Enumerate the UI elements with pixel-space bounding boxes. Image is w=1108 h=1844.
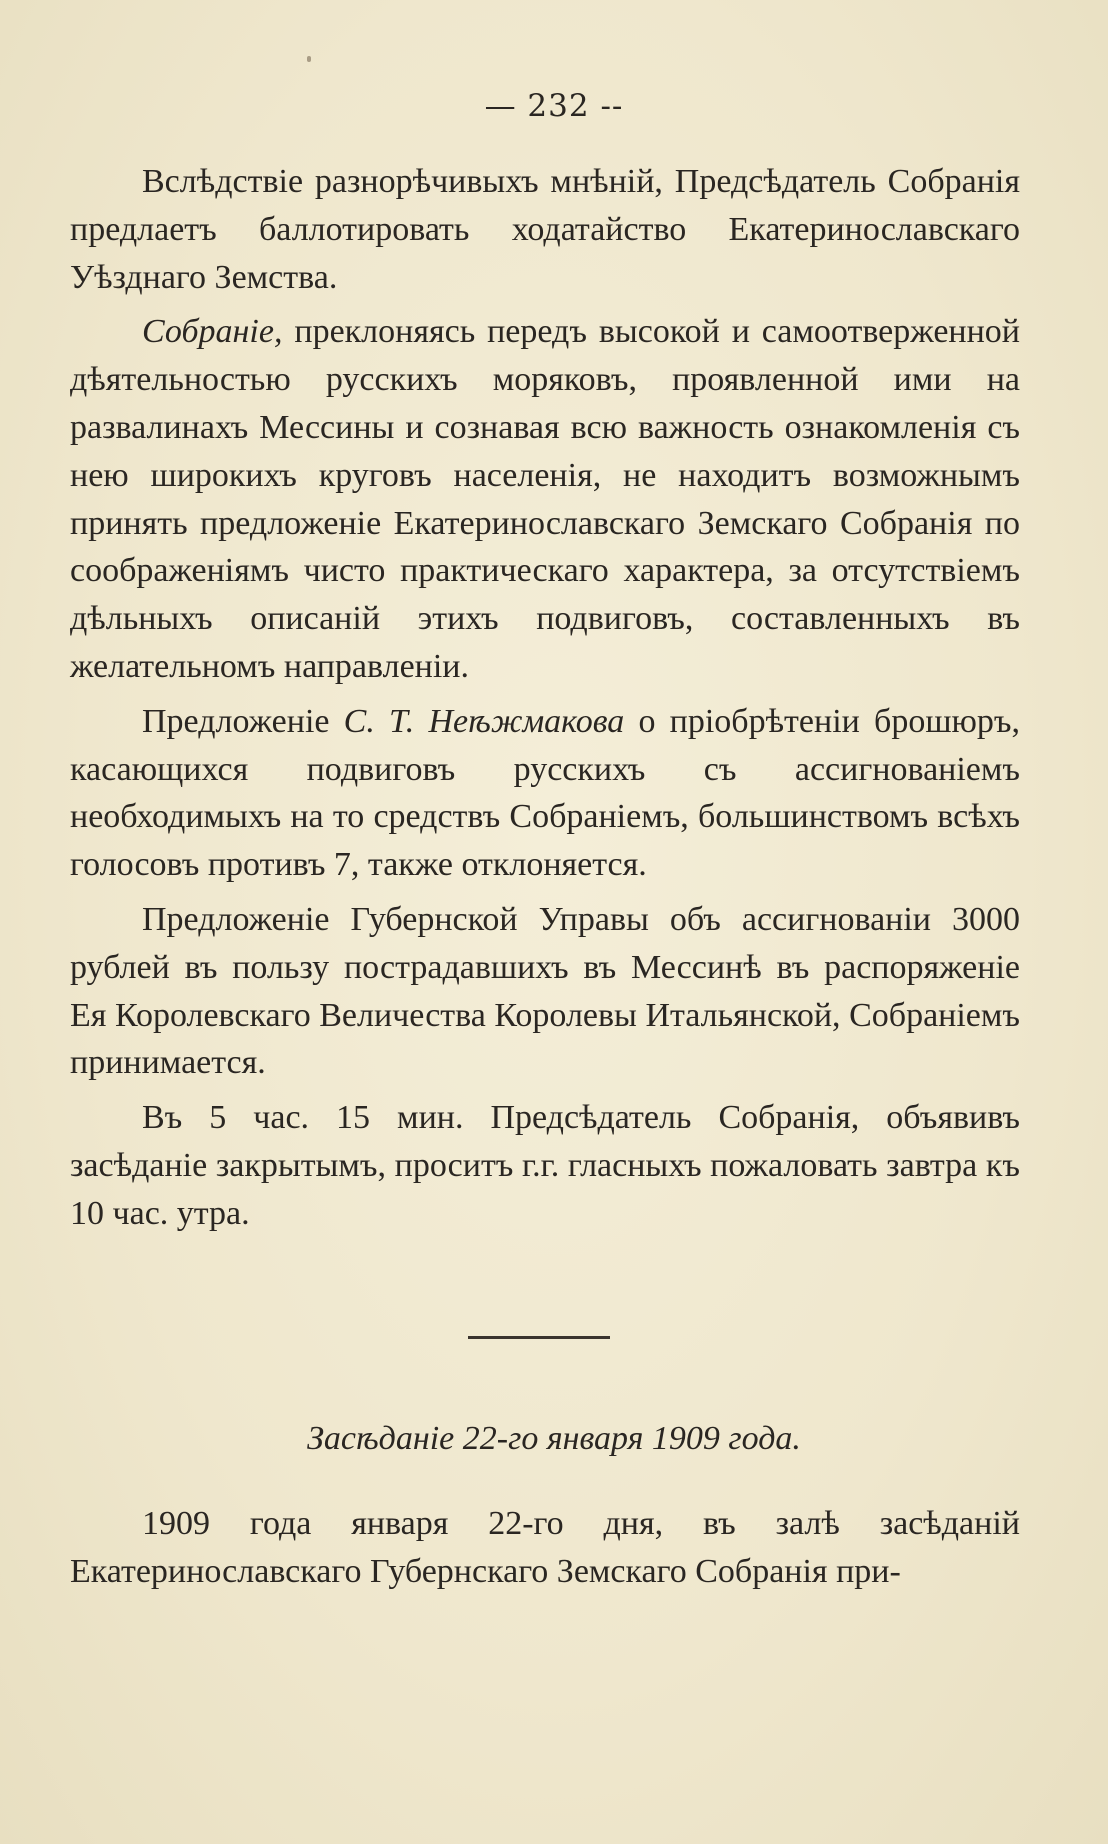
- brochure-text-before: Предложеніе: [142, 702, 344, 740]
- session-opening-paragraph: 1909 года января 22-го дня, въ залѣ засѣданій Екатеринославскаго Губернскаго Земскаго Собранія при-: [70, 1505, 1020, 1590]
- page-number: — 232 --: [484, 88, 624, 124]
- section-divider: [468, 1336, 610, 1339]
- paper-speck: [307, 56, 311, 62]
- paragraph-assembly-decision: [70, 308, 1020, 690]
- body-text: [70, 158, 1020, 1245]
- paragraph-closing: Въ 5 час. 15 мин. Предсѣдатель Собранія, объявивъ засѣданіе закрытымъ, проситъ г.г. гласныхъ пожаловать завтра къ 10 час. утра.: [70, 1099, 1020, 1232]
- brochure-text-after: о пріобрѣтеніи брошюръ, касающихся подвиговъ русскихъ съ ассигнованіемъ необходимыхъ на то средствъ Собраніемъ, большинствомъ всѣхъ голосовъ противъ 7, также отклоняется.: [70, 702, 1020, 884]
- paragraph-vote-proposal: Вслѣдствіе разнорѣчивыхъ мнѣній, Предсѣдатель Собранія предлаетъ баллотировать ходатайство Екатеринославскаго Уѣзднаго Земства.: [70, 163, 1020, 296]
- session-heading: Засѣданіе 22-го января 1909 года.: [307, 1420, 801, 1457]
- assembly-italic-lead: Собраніе,: [142, 313, 283, 351]
- session-opening-block: [70, 1500, 1020, 1603]
- brochure-proposer-name: С. Т. Неѣжмакова: [343, 702, 625, 740]
- paragraph-brochure-proposal: [70, 698, 1020, 889]
- assembly-decision-text: преклоняясь передъ высокой и самоотверженной дѣятельностью русскихъ моряковъ, проявленной ими на развалинахъ Мессины и сознавая всю важность ознакомленія съ нею широкихъ круговъ населенія, не находитъ возможнымъ принять предложеніе Екатеринославскаго Земскаго Собранія по соображеніямъ чисто практическаго характера, за отсутствіемъ дѣльныхъ описаній этихъ подвиговъ, составленныхъ въ желательномъ направленіи.: [70, 313, 1020, 685]
- paragraph-allocation: Предложеніе Губернской Управы объ ассигнованіи 3000 рублей въ пользу пострадавшихъ въ Мессинѣ въ распоряженіе Ея Королевскаго Величества Королевы Итальянской, Собраніемъ принимается.: [70, 900, 1020, 1082]
